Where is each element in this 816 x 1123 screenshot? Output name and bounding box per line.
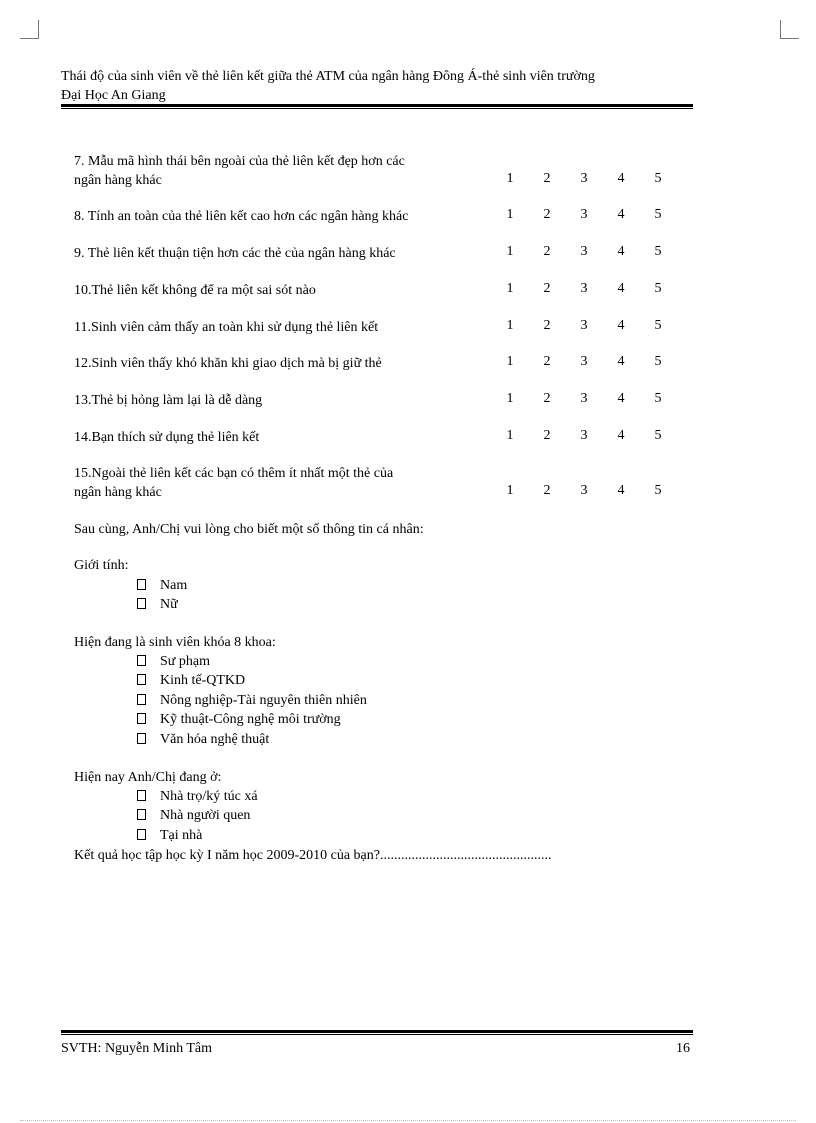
rating-scale (74, 244, 674, 263)
rating-3: 3 (580, 244, 588, 259)
question-text: 12.Sinh viên thấy khó khăn khi giao dịch mà bị giữ thẻ (74, 356, 382, 371)
footer-rule (61, 1030, 693, 1035)
rating-4: 4 (617, 207, 625, 222)
rating-scale (74, 483, 674, 502)
gender-option-female[interactable] (137, 595, 178, 615)
header-line-2: Đại Học An Giang (61, 88, 166, 103)
checkbox-icon[interactable] (137, 809, 146, 820)
option-label: Nữ (160, 597, 178, 612)
rating-1: 1 (506, 428, 514, 443)
rating-3: 3 (580, 318, 588, 333)
option-label: Kỹ thuật-Công nghệ môi trường (160, 712, 341, 727)
rating-1: 1 (506, 244, 514, 259)
question-text: 8. Tính an toàn của thẻ liên kết cao hơn các ngân hàng khác (74, 209, 409, 224)
faculty-option-economics[interactable] (137, 671, 245, 691)
option-label: Văn hóa nghệ thuật (160, 732, 270, 747)
question-text: ngân hàng khác (74, 485, 162, 500)
rating-2: 2 (543, 207, 551, 222)
rating-5: 5 (654, 428, 662, 443)
rating-1: 1 (506, 318, 514, 333)
rating-3: 3 (580, 428, 588, 443)
rating-5: 5 (654, 483, 662, 498)
rating-scale (74, 318, 674, 337)
question-text: 10.Thẻ liên kết không để ra một sai sót nào (74, 283, 316, 298)
rating-5: 5 (654, 171, 662, 186)
checkbox-icon[interactable] (137, 790, 146, 801)
rating-4: 4 (617, 244, 625, 259)
question-text: 11.Sinh viên cảm thấy an toàn khi sử dụng thẻ liên kết (74, 320, 379, 335)
question-text: 13.Thẻ bị hỏng làm lại là dễ dàng (74, 393, 263, 408)
rating-5: 5 (654, 207, 662, 222)
rating-2: 2 (543, 391, 551, 406)
rating-5: 5 (654, 354, 662, 369)
header-line-1: Thái độ của sinh viên về thẻ liên kết giữa thẻ ATM của ngân hàng Đông Á-thẻ sinh viên trường (61, 69, 595, 84)
checkbox-icon[interactable] (137, 655, 146, 666)
rating-2: 2 (543, 171, 551, 186)
rating-3: 3 (580, 207, 588, 222)
rating-scale (74, 171, 674, 190)
rating-scale (74, 391, 674, 410)
option-label: Kinh tế-QTKD (160, 673, 246, 688)
gender-label: Giới tính: (74, 558, 129, 573)
page-corner-mark (20, 20, 39, 39)
rating-2: 2 (543, 354, 551, 369)
rating-3: 3 (580, 281, 588, 296)
rating-1: 1 (506, 391, 514, 406)
faculty-option-agriculture[interactable] (137, 691, 367, 711)
rating-3: 3 (580, 391, 588, 406)
faculty-option-arts[interactable] (137, 730, 269, 750)
rating-1: 1 (506, 354, 514, 369)
study-result-question: Kết quả học tập học kỳ I năm học 2009-2010 của bạn?................................................. (74, 848, 552, 863)
rating-5: 5 (654, 318, 662, 333)
checkbox-icon[interactable] (137, 694, 146, 705)
residence-label: Hiện nay Anh/Chị đang ở: (74, 770, 222, 785)
rating-4: 4 (617, 483, 625, 498)
option-label: Nam (160, 578, 188, 593)
checkbox-icon[interactable] (137, 674, 146, 685)
gender-option-male[interactable] (137, 576, 187, 596)
question-text: 7. Mẫu mã hình thái bên ngoài của thẻ liên kết đẹp hơn các (74, 154, 405, 169)
footer-author: SVTH: Nguyễn Minh Tâm (61, 1041, 213, 1056)
faculty-option-technology[interactable] (137, 710, 341, 730)
page-number: 16 (676, 1041, 690, 1056)
page-header (61, 67, 691, 105)
rating-scale (74, 281, 674, 300)
page-corner-mark (780, 20, 799, 39)
rating-4: 4 (617, 354, 625, 369)
rating-1: 1 (506, 483, 514, 498)
rating-5: 5 (654, 281, 662, 296)
question-text: 9. Thẻ liên kết thuận tiện hơn các thẻ của ngân hàng khác (74, 246, 396, 261)
rating-1: 1 (506, 171, 514, 186)
rating-scale (74, 354, 674, 373)
residence-option-home[interactable] (137, 826, 202, 846)
rating-4: 4 (617, 281, 625, 296)
rating-2: 2 (543, 318, 551, 333)
checkbox-icon[interactable] (137, 829, 146, 840)
rating-3: 3 (580, 483, 588, 498)
option-label: Sư phạm (160, 654, 210, 669)
rating-1: 1 (506, 281, 514, 296)
rating-3: 3 (580, 354, 588, 369)
question-text: 15.Ngoài thẻ liên kết các bạn có thêm ít nhất một thẻ của (74, 466, 394, 481)
rating-scale (74, 428, 674, 447)
option-label: Nông nghiệp-Tài nguyên thiên nhiên (160, 693, 367, 708)
checkbox-icon[interactable] (137, 713, 146, 724)
checkbox-icon[interactable] (137, 733, 146, 744)
rating-2: 2 (543, 281, 551, 296)
option-label: Tại nhà (160, 828, 203, 843)
rating-4: 4 (617, 171, 625, 186)
personal-info-intro: Sau cùng, Anh/Chị vui lòng cho biết một số thông tin cá nhân: (74, 522, 424, 537)
rating-4: 4 (617, 428, 625, 443)
option-label: Nhà người quen (160, 808, 251, 823)
rating-3: 3 (580, 171, 588, 186)
faculty-label: Hiện đang là sinh viên khóa 8 khoa: (74, 635, 276, 650)
rating-2: 2 (543, 428, 551, 443)
rating-2: 2 (543, 483, 551, 498)
header-rule (61, 104, 693, 109)
checkbox-icon[interactable] (137, 598, 146, 609)
rating-5: 5 (654, 391, 662, 406)
checkbox-icon[interactable] (137, 579, 146, 590)
question-text: ngân hàng khác (74, 173, 162, 188)
rating-scale (74, 207, 674, 226)
rating-2: 2 (543, 244, 551, 259)
rating-4: 4 (617, 318, 625, 333)
residence-option-acquaintance[interactable] (137, 806, 250, 826)
rating-4: 4 (617, 391, 625, 406)
residence-option-dorm[interactable] (137, 787, 258, 807)
faculty-option-education[interactable] (137, 652, 210, 672)
option-label: Nhà trọ/ký túc xá (160, 789, 258, 804)
rating-5: 5 (654, 244, 662, 259)
question-text: 14.Bạn thích sử dụng thẻ liên kết (74, 430, 260, 445)
rating-1: 1 (506, 207, 514, 222)
page-edge (20, 1120, 796, 1121)
